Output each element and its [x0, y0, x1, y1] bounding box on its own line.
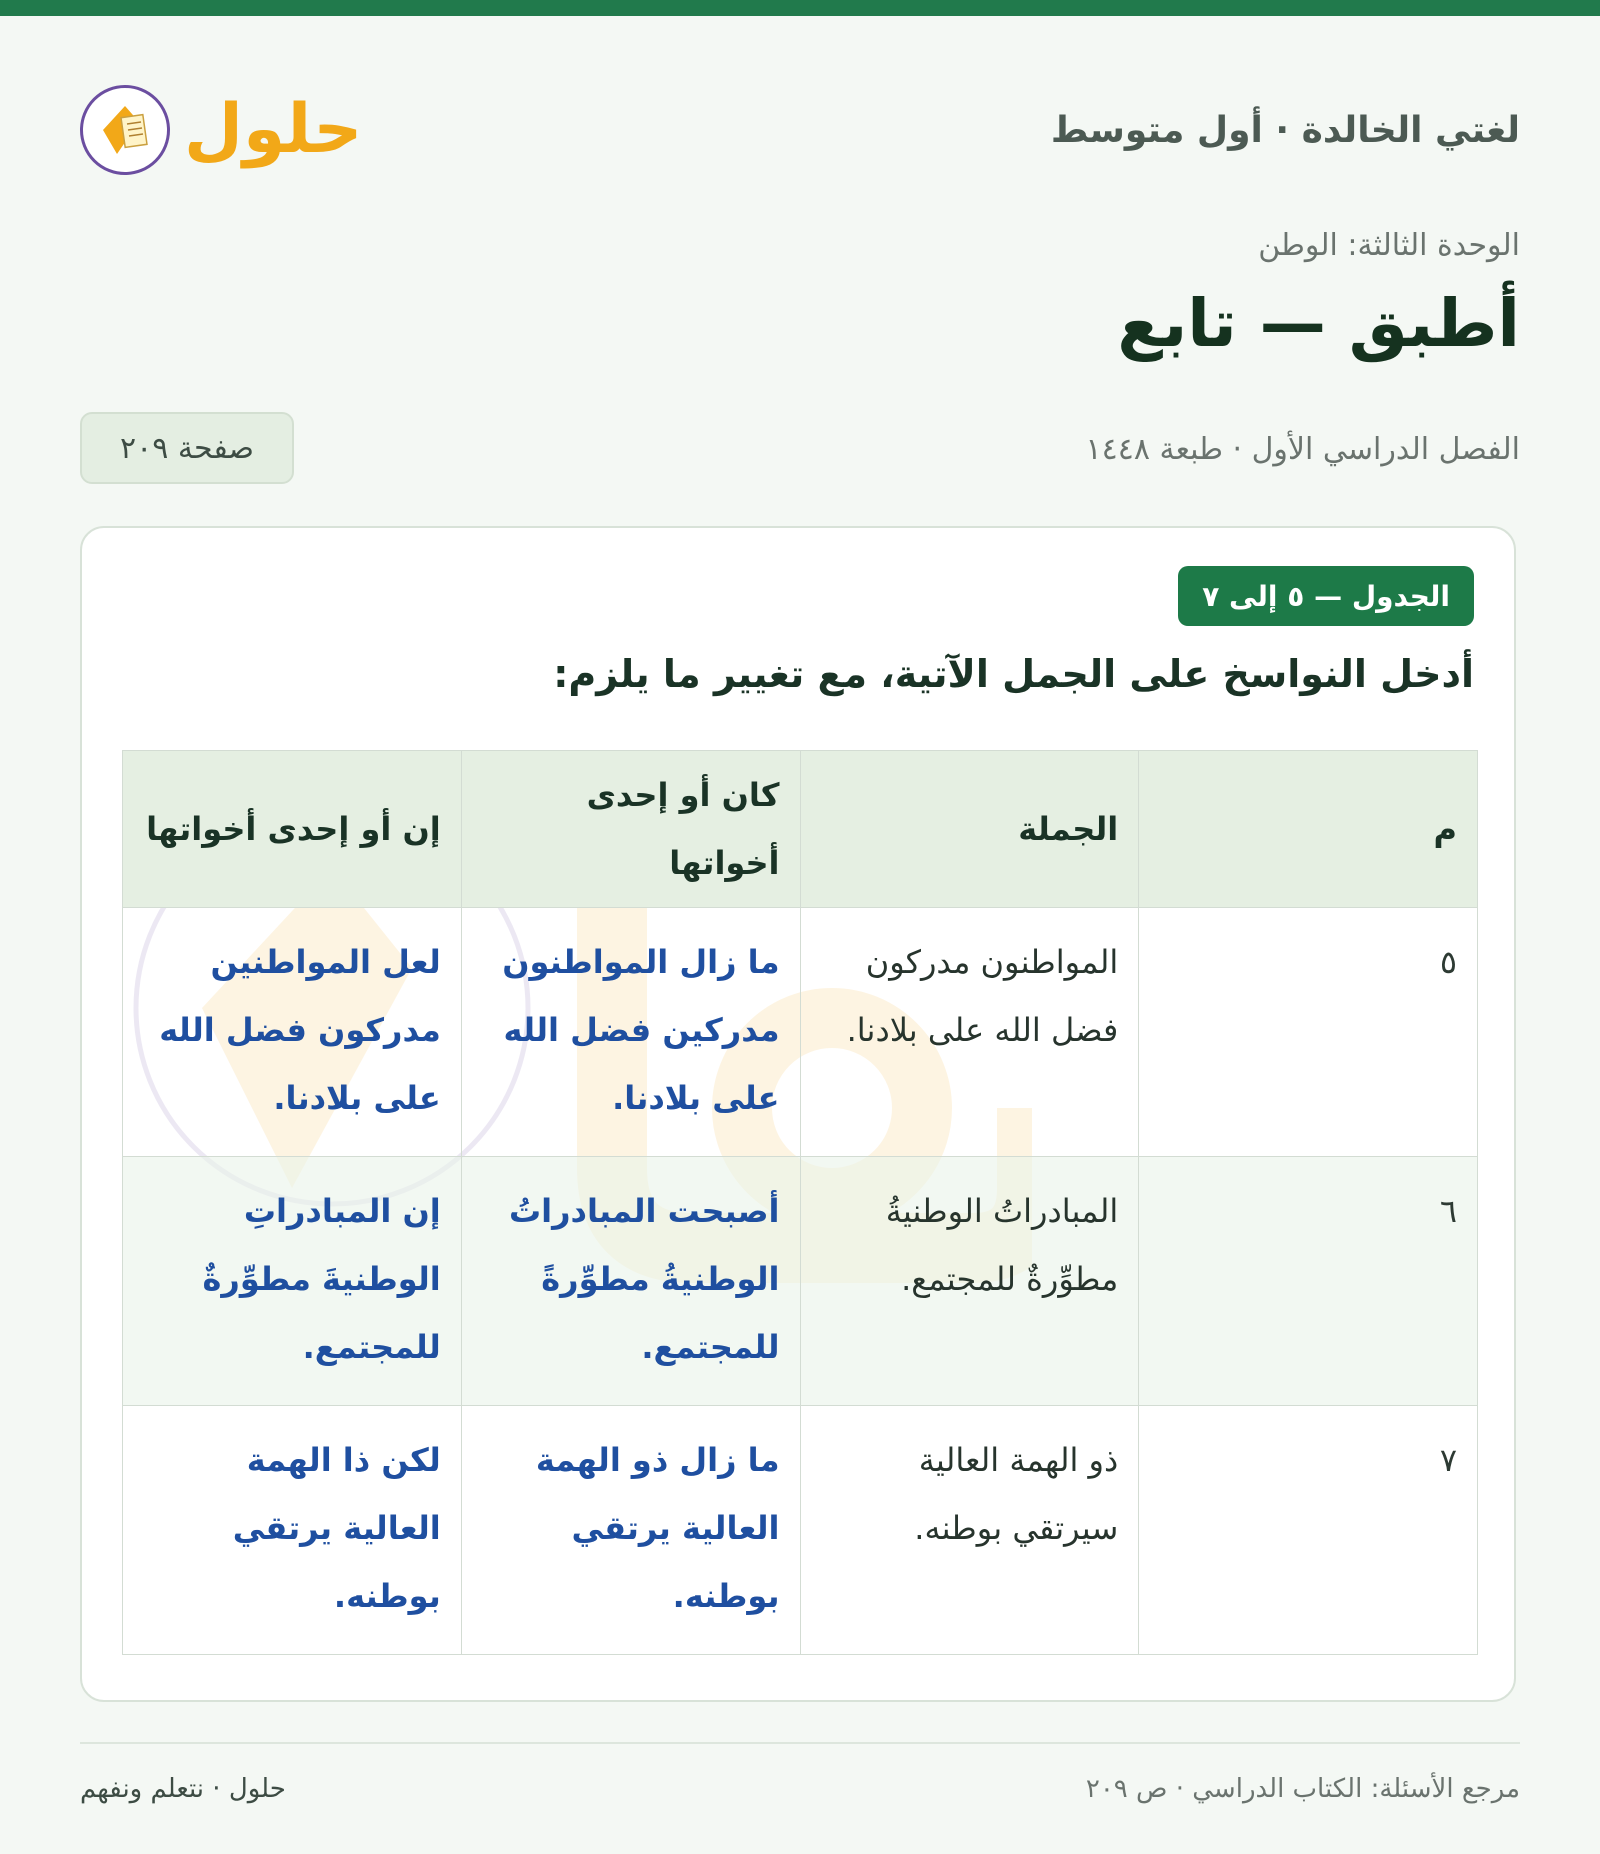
column-header-sentence: الجملة: [800, 751, 1139, 908]
original-sentence: المواطنون مدركون فضل الله على بلادنا.: [800, 908, 1139, 1157]
term-info: الفصل الدراسي الأول · طبعة ١٤٤٨: [1085, 432, 1520, 467]
column-header-number: م: [1139, 751, 1478, 908]
brand-logo[interactable]: [80, 85, 362, 175]
row-number: ٧: [1139, 1406, 1478, 1655]
inna-answer: إن المبادراتِ الوطنيةَ مطوِّرةٌ للمجتمع.: [123, 1157, 462, 1406]
footer-tagline: حلول · نتعلم ونفهم: [80, 1774, 286, 1804]
exercise-card: [80, 526, 1516, 1702]
column-header-inna: إن أو إحدى أخواتها: [123, 751, 462, 908]
table-header-row: [123, 751, 1478, 908]
row-number: ٦: [1139, 1157, 1478, 1406]
column-header-kana: كان أو إحدى أخواتها: [461, 751, 800, 908]
original-sentence: المبادراتُ الوطنيةُ مطوِّرةٌ للمجتمع.: [800, 1157, 1139, 1406]
brand-name: حلول: [184, 90, 363, 169]
answers-table: [122, 750, 1478, 1655]
table-range-tag: الجدول — ٥ إلى ٧: [1178, 566, 1474, 626]
inna-answer: لكن ذا الهمة العالية يرتقي بوطنه.: [123, 1406, 462, 1655]
original-sentence: ذو الهمة العالية سيرتقي بوطنه.: [800, 1406, 1139, 1655]
book-icon-graphic: [95, 100, 155, 160]
footer-divider: [80, 1742, 1520, 1744]
table-row: [123, 908, 1478, 1157]
book-title: لغتي الخالدة · أول متوسط: [1050, 109, 1520, 151]
top-accent-bar: [0, 0, 1600, 16]
page-header: [80, 65, 1520, 195]
kana-answer: ما زال ذو الهمة العالية يرتقي بوطنه.: [461, 1406, 800, 1655]
page-title: أطبق — تابع: [1117, 285, 1520, 362]
page-number-badge: صفحة ٢٠٩: [80, 412, 294, 484]
table-row: [123, 1406, 1478, 1655]
kana-answer: ما زال المواطنون مدركين فضل الله على بلادنا.: [461, 908, 800, 1157]
footer-reference: مرجع الأسئلة: الكتاب الدراسي · ص ٢٠٩: [1085, 1774, 1520, 1804]
book-icon: [80, 85, 170, 175]
inna-answer: لعل المواطنين مدركون فضل الله على بلادنا.: [123, 908, 462, 1157]
table-row: [123, 1157, 1478, 1406]
row-number: ٥: [1139, 908, 1478, 1157]
exercise-instruction: أدخل النواسخ على الجمل الآتية، مع تغيير ما يلزم:: [553, 652, 1474, 696]
unit-label: الوحدة الثالثة: الوطن: [1258, 228, 1520, 263]
kana-answer: أصبحت المبادراتُ الوطنيةُ مطوِّرةً للمجتمع.: [461, 1157, 800, 1406]
